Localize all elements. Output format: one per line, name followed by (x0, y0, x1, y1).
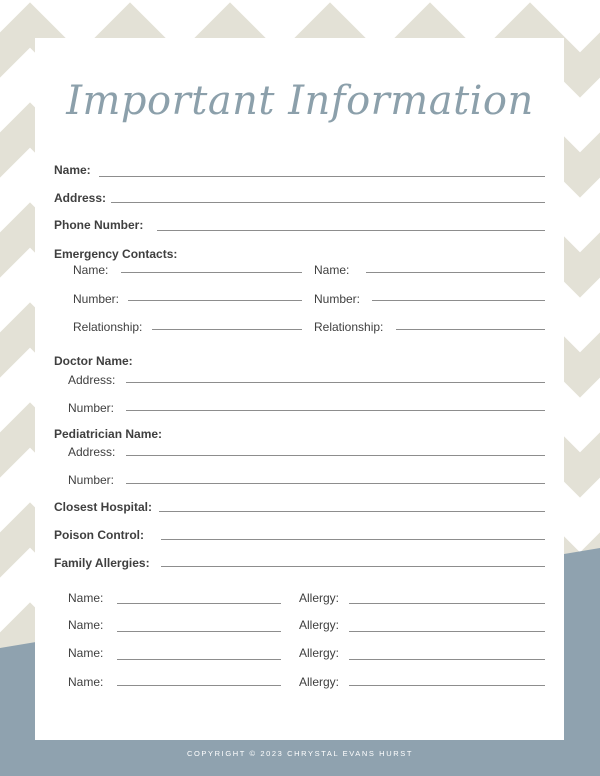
emergency-name-field-2[interactable] (366, 272, 545, 273)
pediatrician-number-label: Number: (68, 473, 115, 487)
emergency-number-label-2: Number: (314, 292, 361, 306)
doctor-address-field[interactable] (126, 382, 545, 383)
allergy-name-field-3[interactable] (117, 659, 281, 660)
closest-hospital-field[interactable] (159, 511, 545, 512)
emergency-relationship-label-1: Relationship: (73, 320, 143, 334)
allergy-field-2[interactable] (349, 631, 545, 632)
allergy-label-4: Allergy: (299, 675, 340, 689)
phone-number-label: Phone Number: (54, 218, 144, 232)
family-allergies-field[interactable] (161, 566, 545, 567)
allergy-name-label-3: Name: (68, 646, 104, 660)
doctor-address-label: Address: (68, 373, 116, 387)
emergency-number-field-1[interactable] (128, 300, 302, 301)
phone-number-field[interactable] (157, 230, 545, 231)
doctor-number-label: Number: (68, 401, 115, 415)
emergency-name-label-2: Name: (314, 263, 350, 277)
emergency-relationship-label-2: Relationship: (314, 320, 384, 334)
address-field[interactable] (111, 202, 545, 203)
allergy-field-1[interactable] (349, 603, 545, 604)
allergy-name-label-2: Name: (68, 618, 104, 632)
address-label: Address: (54, 191, 107, 205)
form-card (35, 38, 564, 740)
allergy-label-3: Allergy: (299, 646, 340, 660)
poison-control-label: Poison Control: (54, 528, 144, 542)
poison-control-field[interactable] (161, 539, 545, 540)
emergency-name-label-1: Name: (73, 263, 109, 277)
pediatrician-address-label: Address: (68, 445, 116, 459)
pediatrician-address-field[interactable] (126, 455, 545, 456)
emergency-relationship-field-1[interactable] (152, 329, 302, 330)
family-allergies-label: Family Allergies: (54, 556, 150, 570)
emergency-name-field-1[interactable] (121, 272, 302, 273)
pediatrician-name-label: Pediatrician Name: (54, 427, 163, 441)
closest-hospital-label: Closest Hospital: (54, 500, 153, 514)
emergency-number-field-2[interactable] (372, 300, 545, 301)
allergy-field-3[interactable] (349, 659, 545, 660)
page-title: Important Information (66, 78, 534, 124)
doctor-name-label: Doctor Name: (54, 354, 133, 368)
allergy-name-label-4: Name: (68, 675, 104, 689)
allergy-label-1: Allergy: (299, 591, 340, 605)
allergy-name-field-4[interactable] (117, 685, 281, 686)
allergy-name-field-1[interactable] (117, 603, 281, 604)
allergy-name-label-1: Name: (68, 591, 104, 605)
emergency-number-label-1: Number: (73, 292, 120, 306)
name-field[interactable] (99, 176, 545, 177)
emergency-contacts-label: Emergency Contacts: (54, 247, 178, 261)
copyright-footer: COPYRIGHT © 2023 CHRYSTAL EVANS HURST (186, 749, 414, 758)
doctor-number-field[interactable] (126, 410, 545, 411)
allergy-field-4[interactable] (349, 685, 545, 686)
emergency-relationship-field-2[interactable] (396, 329, 545, 330)
allergy-label-2: Allergy: (299, 618, 340, 632)
pediatrician-number-field[interactable] (126, 483, 545, 484)
allergy-name-field-2[interactable] (117, 631, 281, 632)
name-label: Name: (54, 163, 91, 177)
